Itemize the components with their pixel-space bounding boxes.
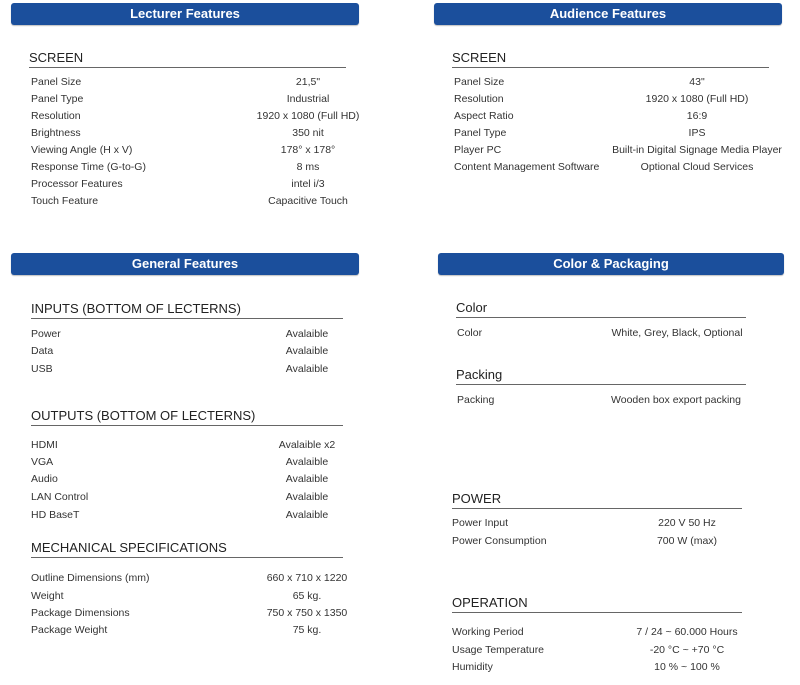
outputs-title: OUTPUTS (BOTTOM OF LECTERNS) [31,408,343,426]
inputs-title: INPUTS (BOTTOM OF LECTERNS) [31,301,343,319]
spec-label: Panel Size [454,76,505,88]
spec-value: 1920 x 1080 (Full HD) [256,110,360,122]
spec-label: Aspect Ratio [454,110,514,122]
spec-value: White, Grey, Black, Optional [611,327,743,339]
spec-value: 8 ms [296,161,320,173]
spec-value: 75 kg. [292,624,322,636]
spec-label: VGA [31,456,54,468]
spec-label: Brightness [31,127,81,139]
spec-value: Avalaible [285,473,329,485]
color-title: Color [456,300,746,318]
spec-label: Color [457,327,483,339]
spec-label: Usage Temperature [452,644,545,656]
spec-label: Data [31,345,54,357]
spec-value: intel i/3 [291,178,325,190]
spec-value: Avalaible [285,491,329,503]
spec-label: Weight [31,590,64,602]
spec-label: Content Management Software [454,161,600,173]
spec-value: Avalaible [285,328,329,340]
power-title: POWER [452,491,742,509]
spec-value: Avalaible [285,363,329,375]
spec-label: Power Input [452,517,509,529]
spec-value: 350 nit [292,127,324,139]
spec-label: Resolution [454,93,504,105]
spec-value: 660 x 710 x 1220 [266,572,348,584]
banner-general-features: General Features [11,253,359,275]
spec-value: 21,5" [295,76,321,88]
spec-label: Panel Type [31,93,84,105]
audience-screen-title: SCREEN [452,50,769,68]
spec-value: Industrial [286,93,330,105]
spec-label: Package Weight [31,624,108,636]
banner-audience-features: Audience Features [434,3,782,25]
spec-label: Response Time (G-to-G) [31,161,146,173]
mechanical-title: MECHANICAL SPECIFICATIONS [31,540,343,558]
spec-value: Avalaible [285,509,329,521]
spec-value: Avalaible [285,345,329,357]
spec-label: Power [31,328,61,340]
spec-label: Humidity [452,661,493,673]
spec-label: Resolution [31,110,81,122]
spec-value: Wooden box export packing [611,394,741,406]
spec-value: Optional Cloud Services [640,161,754,173]
spec-value: 43" [689,76,705,88]
spec-label: Package Dimensions [31,607,130,619]
spec-label: Outline Dimensions (mm) [31,572,150,584]
banner-lecturer-features: Lecturer Features [11,3,359,25]
banner-color-packaging: Color & Packaging [438,253,784,275]
spec-value: 700 W (max) [656,535,718,547]
spec-value: 220 V 50 Hz [658,517,716,529]
spec-label: Working Period [452,626,524,638]
spec-label: Processor Features [31,178,123,190]
lecturer-screen-title: SCREEN [29,50,346,68]
spec-label: LAN Control [31,491,89,503]
spec-value: 1920 x 1080 (Full HD) [645,93,749,105]
spec-value: 65 kg. [292,590,322,602]
spec-label: Packing [457,394,495,406]
spec-label: Touch Feature [31,195,99,207]
spec-label: Audio [31,473,58,485]
spec-label: Viewing Angle (H x V) [31,144,133,156]
spec-value: Built-in Digital Signage Media Player [612,144,782,156]
spec-value: 10 % ~ 100 % [654,661,720,673]
spec-value: -20 °C ~ +70 °C [649,644,725,656]
spec-value: Capacitive Touch [268,195,348,207]
spec-label: Panel Size [31,76,82,88]
spec-label: Panel Type [454,127,507,139]
packing-title: Packing [456,367,746,385]
spec-value: Avalaible x2 [278,439,336,451]
operation-title: OPERATION [452,595,742,613]
spec-label: HD BaseT [31,509,80,521]
spec-value: 7 / 24 ~ 60.000 Hours [636,626,738,638]
spec-value: 750 x 750 x 1350 [266,607,348,619]
spec-value: 178° x 178° [280,144,336,156]
spec-value: 16:9 [686,110,708,122]
spec-label: HDMI [31,439,58,451]
spec-label: Player PC [454,144,502,156]
spec-label: USB [31,363,53,375]
spec-label: Power Consumption [452,535,547,547]
spec-value: IPS [688,127,706,139]
spec-value: Avalaible [285,456,329,468]
